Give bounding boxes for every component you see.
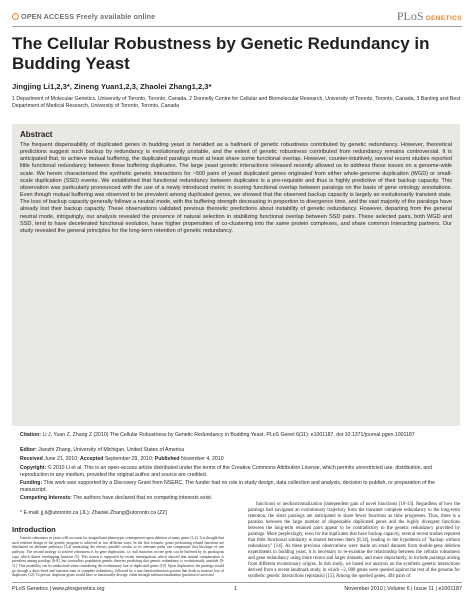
competing-text: The authors have declared that no competing interests exist. xyxy=(73,495,213,501)
copyright xyxy=(20,465,460,479)
correspondence-email[interactable]: * E-mail: jj.li@utoronto.ca (JL); Zhaolei.Zhang@utoronto.ca (ZZ) xyxy=(20,510,168,516)
open-access-lock-icon xyxy=(12,13,19,20)
editor xyxy=(20,447,460,454)
journal-name: PLoS xyxy=(396,9,424,23)
introduction-heading: Introduction xyxy=(12,525,56,534)
author-list: Jingjing Li1,2,3*, Zineng Yuan1,2,3, Zhaolei Zhang1,2,3* xyxy=(12,82,212,91)
accepted-label: Accepted xyxy=(80,456,104,462)
published-label: Published xyxy=(154,456,180,462)
copyright-label: Copyright: xyxy=(20,465,47,471)
editor-text: Jianzhi Zhang, University of Michigan, United States of America xyxy=(38,447,185,453)
article-title: The Cellular Robustness by Genetic Redundancy in Budding Yeast xyxy=(12,34,430,73)
funding-text: This work was supported by a Discovery Grant from NSERC. The funder had no role in study design, data collection and analysis, decision to publish, or preparation of the manuscript. xyxy=(20,480,436,493)
footer-divider xyxy=(12,582,462,583)
editor-label: Editor: xyxy=(20,447,37,453)
received-label: Received xyxy=(20,456,43,462)
citation-label: Citation: xyxy=(20,432,42,438)
abstract-heading: Abstract xyxy=(20,130,53,139)
copyright-text: © 2010 Li et al. This is an open-access article distributed under the terms of the Creative Commons Attribution License, which permits unrestricted use, distribution, and reproduction in any medium, provided the original author and source are credited. xyxy=(20,465,433,478)
citation xyxy=(20,432,460,439)
open-access-label: OPEN ACCESS Freely available online xyxy=(21,12,156,21)
funding-label: Funding: xyxy=(20,480,43,486)
citation-text: Li J, Yuan Z, Zhang Z (2010) The Cellular Robustness by Genetic Redundancy in Budding Yeast. PLoS Genet 6(11): e1001187. doi:10.1371/journal.pgen.1001187 xyxy=(42,432,415,438)
header-divider xyxy=(12,26,462,27)
footer-issue: November 2010 | Volume 6 | Issue 11 | e1001187 xyxy=(344,586,462,592)
published-date: November 4, 2010 xyxy=(181,456,224,462)
affiliations: 1 Department of Molecular Genetics, University of Toronto, Toronto, Canada, 2 Donnelly Centre for Cellular and Biomolecular Research, University of Toronto, Toronto, Canada, 3 Banting and Best Department of Medical Research, University of Toronto, Toronto, Canada xyxy=(12,96,461,110)
abstract-box xyxy=(12,124,460,426)
open-access-badge xyxy=(12,12,155,21)
competing-label: Competing Interests: xyxy=(20,495,72,501)
competing-interests xyxy=(20,495,220,502)
page-number: 1 xyxy=(234,586,237,592)
journal-header xyxy=(0,0,474,26)
footer-journal[interactable]: PLoS Genetics | www.plosgenetics.org xyxy=(12,586,105,592)
funding xyxy=(20,480,460,494)
body-left-column xyxy=(12,526,224,578)
body-paragraph: Genetic robustness in yeast cells accounts for insignificant phenotypic consequences upon deletion of many genes [1,2]. It is thought that such resilient design of the genetic program is achieved in two different ways. In the first scenario, genes performing related functions are distributed on alternate pathways [3,4] mimicking the electric parallel circuits so its alternate paths can compensate that blockage of one pathway. The second strategy to achieve robustness is by gene duplication, i.e. null mutation on one gene can be buffered by its paralogous copy which shares overlapping function [5]. This notion is supported by recent investigations which showed that mutual compensation is prevalent among paralogs [6-8], but contradicts population genetic theories predicting that genetic redundancy is evolutionarily unstable [9-11]. This instability can be understood when considering the evolutionary fate of duplicated genes [10]. Upon duplication, the paralogs would go through a short-lived and transient state of complete redundancy, followed by a non-functionalization process that leads to massive loss of duplicates [12]. To persist, duplicate genes would have to functionally diverge, either through subfunctionalization (partition of ancestral xyxy=(12,536,224,578)
accepted-date: September 29, 2010; xyxy=(104,456,154,462)
body-right-column xyxy=(248,502,460,580)
body-paragraph-continued: functions) or neofunctionalization (independent gain of novel functions) [10-13]. Regardless of how the paralogs had navigated an evolutionary trajectory from the transient complete redundancy to the long-term retention, the sister paralogs are anticipated to share fewer functions as time progresses. Thus, there is a paradox between the large number of dispensable duplicated genes and the highly divergent functions between the long-term retained pairs appear to be contradictory to the genetic redundancy provided by paralogs. More perplexingly, even for the duplicates that have backup capacity, several recent studies reported that little functional similarity is shared between them [8,14], leading to the hypothesis of "backup without redundancy" [14]. As these previous observations were made on small datasets from double-gene deletion experiments in budding yeast, it is necessary to re-examine the relationship between the cellular robustness and gene redundancy using more recent and larger datasets, and more importantly, to include paralogs arising from different evolutionary origins. In this study, we based our analysis on the synthetic genetic interactions derived from a recent landmark study, in which ~2, 000 genes were queried against the rest of the genome for synthetic genetic interactions (epistasis) [15]. Among the queried genes, 494 pairs of xyxy=(248,502,460,579)
dates xyxy=(20,456,460,463)
abstract-text: The frequent dispensability of duplicated genes in budding yeast is heralded as a hallmark of genetic robustness contributed by genetic redundancy. However, theoretical predictions suggest such backup by redundancy is evolutionarily unstable, and the extent of genetic robustness contributed from redundancy remains controversial. It is anticipated that, to achieve mutual buffering, the duplicated paralogs must at least share some functional overlap. However, counter-intuitively, several recent studies reported little functional redundancy between these buffering duplicates. The large yeast genetic interactions released recently allowed us to address these issues on a genome-wide scale. We herein characterized the synthetic genetic interactions for ~500 pairs of yeast duplicated genes originated from either whole-genome duplication (WGD) or small-scale duplication (SSD) events. We established that functional redundancy between duplicates is a pre-requisite and thus is highly predictive of their backup capacity. This observation was particularly pronounced with the use of a newly introduced metric in scoring functional overlap between paralogs on the basis of gene ontology annotations. Even though mutual buffering was observed to be prevalent among duplicated genes, we showed that the observed backup capacity is largely an evolutionarily transient state. The loss of backup capacity generally follows a neutral mode, with the buffering strength decreasing in proportion to divergence time, and the vast majority of the paralogs have already lost their backup capacity. These observations validated previous theoretic predictions about instability of genetic redundancy. However, departing from the general neutral mode, intriguingly, our analysis revealed the presence of natural selection in stabilizing functional overlap between SSD pairs. These selected pairs, both WGD and SSD, tend to have decelerated functional evolution, have higher propensities of co-clustering into the same protein complexes, and share common interacting partners. Our study revealed the general principles for the long-term retention of genetic redundancy. xyxy=(20,142,452,234)
received-date: June 21, 2010; xyxy=(44,456,79,462)
journal-logo xyxy=(397,9,462,24)
journal-subtitle: GENETICS xyxy=(425,15,462,22)
